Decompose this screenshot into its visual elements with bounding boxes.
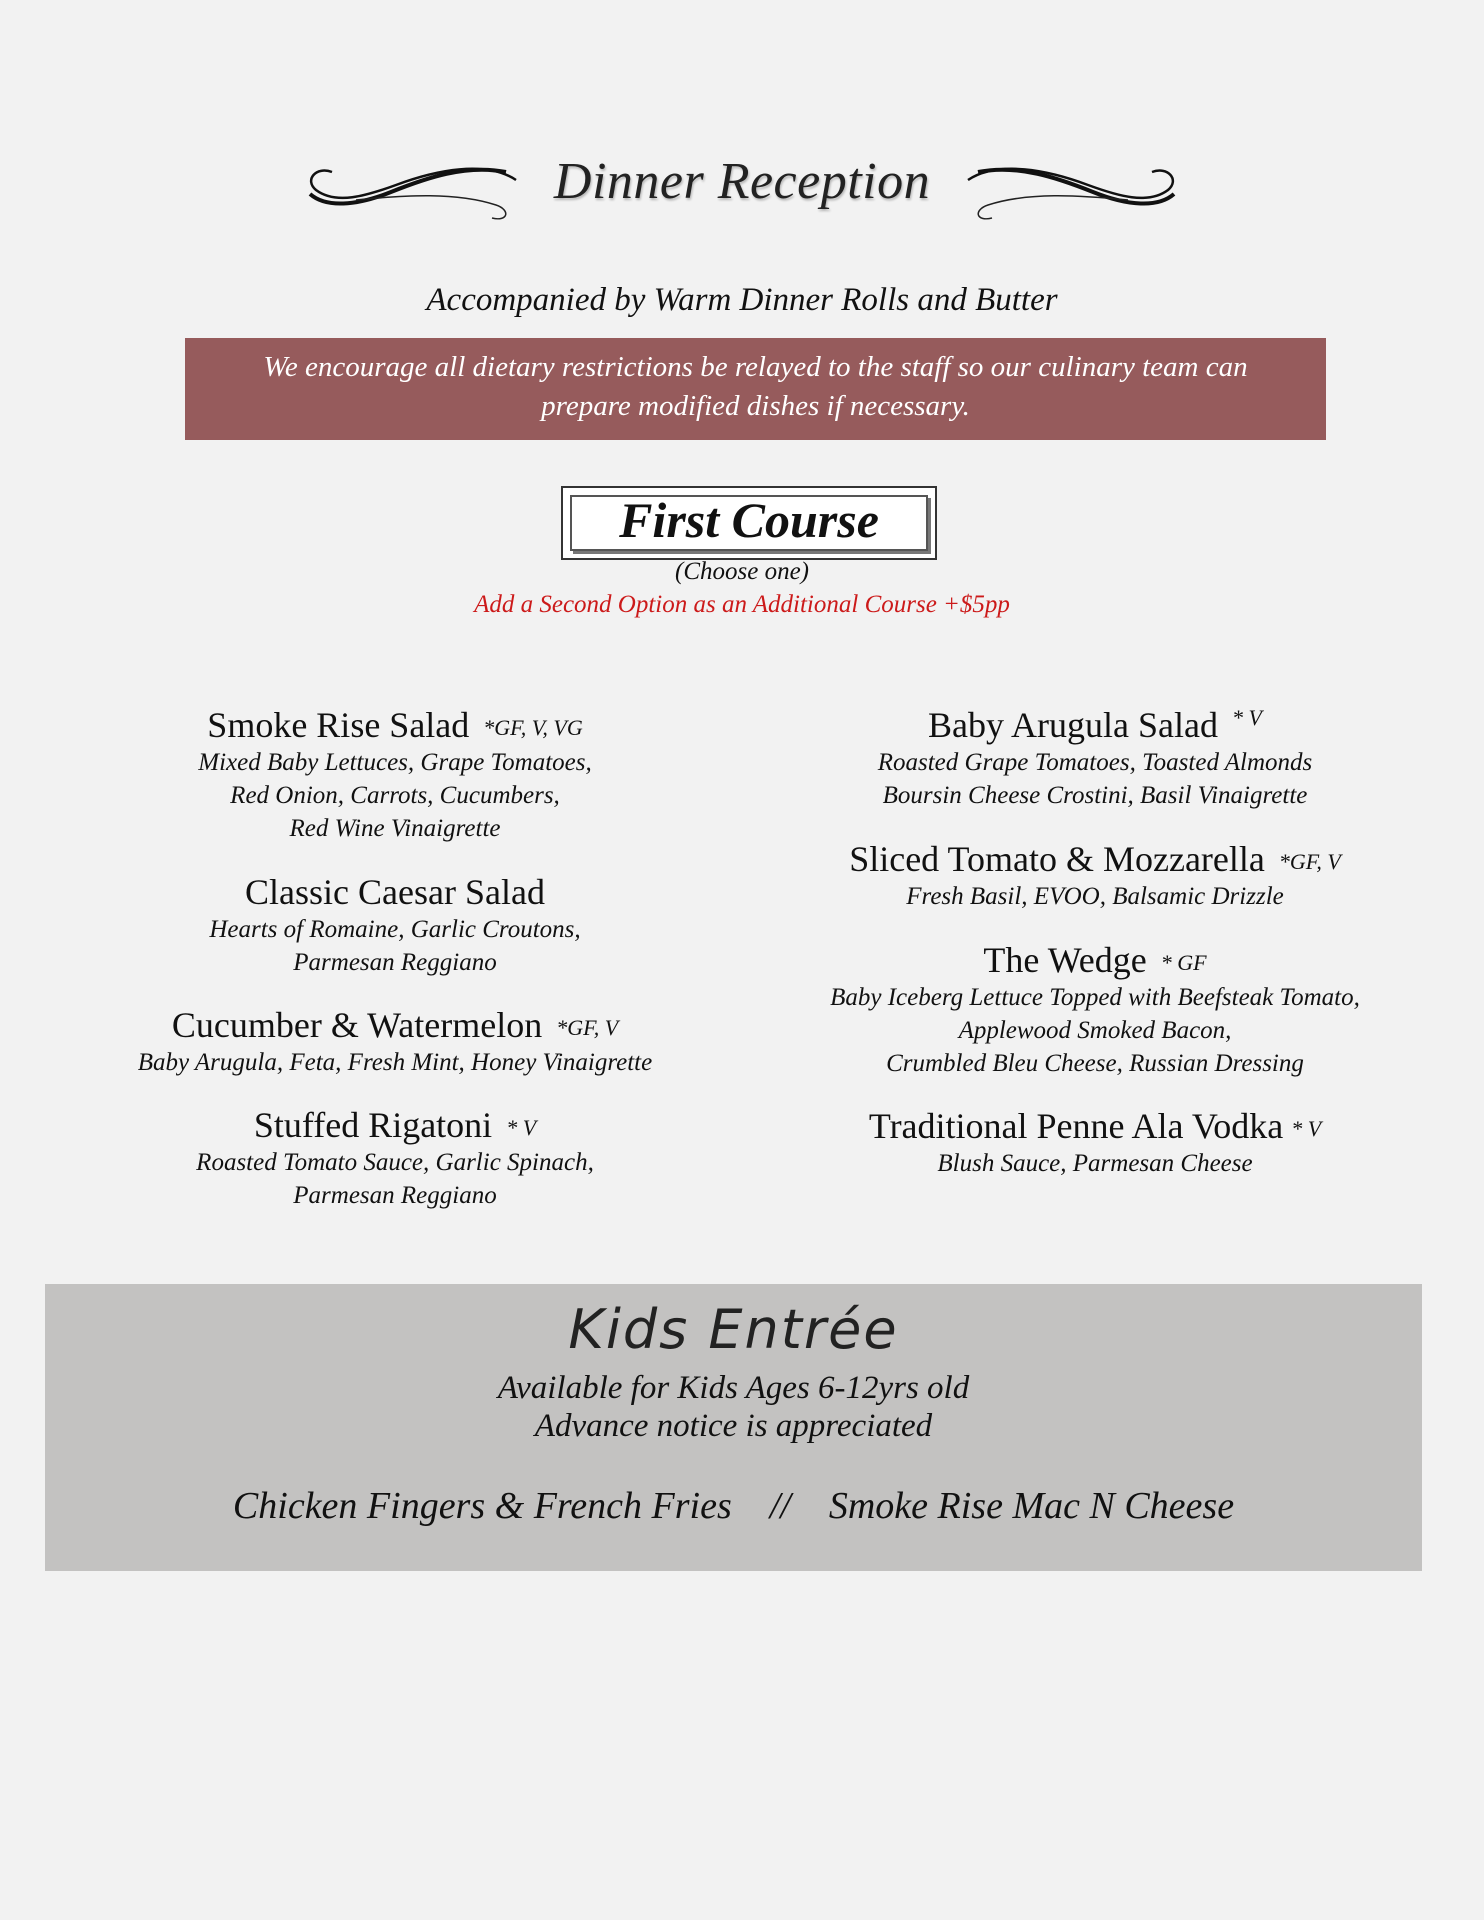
item-name: Stuffed Rigatoni [253,1105,493,1145]
item-description-line: Roasted Grape Tomatoes, Toasted Almonds [877,749,1313,776]
diet-tag: *GF, V [556,1015,619,1040]
item-description-line: Mixed Baby Lettuces, Grape Tomatoes, [198,749,592,776]
kids-item-1: Chicken Fingers & French Fries [232,1485,732,1527]
item-description-line: Hearts of Romaine, Garlic Croutons, [209,916,581,943]
diet-tag: * V [506,1115,537,1140]
first-course-title-box [561,486,937,560]
title-block [0,140,1484,240]
menu-item [775,1105,1415,1180]
kids-advance-note: Advance notice is appreciated [534,1408,933,1444]
dietary-notice-band [185,338,1326,440]
item-name: Smoke Rise Salad [207,705,470,745]
item-description-line: Baby Iceberg Lettuce Topped with Beefsteak Tomato, [830,984,1360,1011]
choose-one-note: (Choose one) [675,558,809,585]
diet-tag: * V [1291,1116,1322,1141]
item-description-line: Crumbled Bleu Cheese, Russian Dressing [886,1050,1304,1077]
menu-item [775,838,1415,913]
menu-item [775,939,1415,1080]
kids-menu-items [45,1484,1422,1528]
item-description-line: Baby Arugula, Feta, Fresh Mint, Honey Vinaigrette [137,1049,653,1076]
item-description-line: Parmesan Reggiano [293,1182,497,1209]
notice-line-1: We encourage all dietary restrictions be relayed to the staff so our culinary team can [263,351,1248,383]
menu-item [100,871,690,979]
additional-course-note: Add a Second Option as an Additional Course +$5pp [474,591,1010,618]
accompaniment-text: Accompanied by Warm Dinner Rolls and Butter [426,282,1058,318]
diet-tag: * V [1232,705,1262,730]
kids-item-separator: // [769,1485,791,1527]
menu-item [100,1104,690,1212]
first-course-title-frame [570,492,928,551]
first-course-title: First Course [619,492,879,548]
item-name: Classic Caesar Salad [245,872,545,912]
item-name: The Wedge [983,940,1147,980]
flourish-right-ornament [954,150,1188,230]
kids-age-note: Available for Kids Ages 6-12yrs old [497,1370,970,1406]
diet-tag: * GF [1160,950,1207,975]
item-name: Baby Arugula Salad [928,705,1218,745]
item-description-line: Blush Sauce, Parmesan Cheese [937,1150,1253,1177]
notice-line-2: prepare modified dishes if necessary. [541,390,970,422]
kids-item-2: Smoke Rise Mac N Cheese [828,1485,1235,1527]
item-description-line: Roasted Tomato Sauce, Garlic Spinach, [196,1149,594,1176]
item-description-line: Parmesan Reggiano [293,949,497,976]
menu-item [100,1004,690,1079]
page-title: Dinner Reception [553,153,931,210]
kids-entree-band [45,1284,1422,1571]
menu-item [100,704,690,845]
item-description-line: Boursin Cheese Crostini, Basil Vinaigrette [882,782,1308,809]
item-name: Cucumber & Watermelon [171,1005,543,1045]
item-name: Traditional Penne Ala Vodka [868,1106,1284,1146]
diet-tag: *GF, V, VG [483,715,583,740]
item-name: Sliced Tomato & Mozzarella [849,839,1265,879]
item-description-line: Fresh Basil, EVOO, Balsamic Drizzle [906,883,1284,910]
item-description-line: Applewood Smoked Bacon, [958,1017,1232,1044]
item-description-line: Red Wine Vinaigrette [289,815,501,842]
kids-entree-title: Kids Entrée [568,1298,899,1361]
menu-item [775,704,1415,812]
item-description-line: Red Onion, Carrots, Cucumbers, [230,782,560,809]
diet-tag: *GF, V [1278,849,1341,874]
